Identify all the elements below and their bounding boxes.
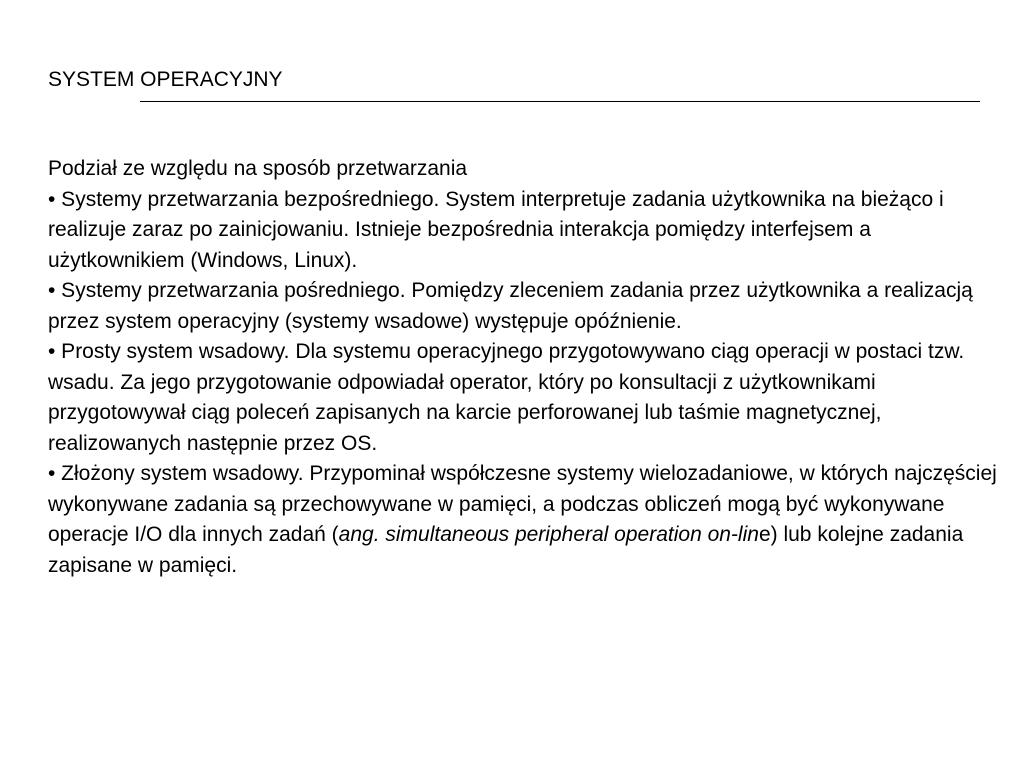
slide-body <box>48 154 1008 581</box>
bullet-indirect-processing: • Systemy przetwarzania pośredniego. Pomiędzy zleceniem zadania przez użytkownika a realizacją przez system operacyjny (systemy wsadowe) występuje opóźnienie. <box>48 279 973 333</box>
bullet-complex-batch-text-end: e) lub kolejne zadania zapisane w pamięci. <box>48 523 964 577</box>
title-underline-divider <box>140 101 980 102</box>
slide-title: SYSTEM OPERACYJNY <box>48 68 283 91</box>
bullet-direct-processing: • Systemy przetwarzania bezpośredniego. System interpretuje zadania użytkownika na bieżąco i realizuje zaraz po zainicjowaniu. Istnieje bezpośrednia interakcja pomiędzy interfejsem a użytkownikiem (Windows, Linux). <box>48 187 944 272</box>
bullet-complex-batch-system <box>48 459 1008 581</box>
bullet-complex-batch-italic-term: ang. simultaneous peripheral operation on-lin <box>338 523 759 546</box>
bullet-complex-batch-text-start: • Złożony system wsadowy. Przypominał współczesne systemy wielozadaniowe, w których najczęściej wykonywane zadania są przechowywane w pamięci, a podczas obliczeń mogą być wykonywane operacje I/O dla innych zadań ( <box>48 462 997 546</box>
section-heading: Podział ze względu na sposób przetwarzania <box>48 157 468 180</box>
bullet-simple-batch-system: • Prosty system wsadowy. Dla systemu operacyjnego przygotowywano ciąg operacji w postaci tzw. wsadu. Za jego przygotowanie odpowiadał operator, który po konsultacji z użytkownikami przygotowywał ciąg poleceń zapisanych na karcie perforowanej lub taśmie magnetycznej, realizowanych następnie przez OS. <box>48 340 965 455</box>
